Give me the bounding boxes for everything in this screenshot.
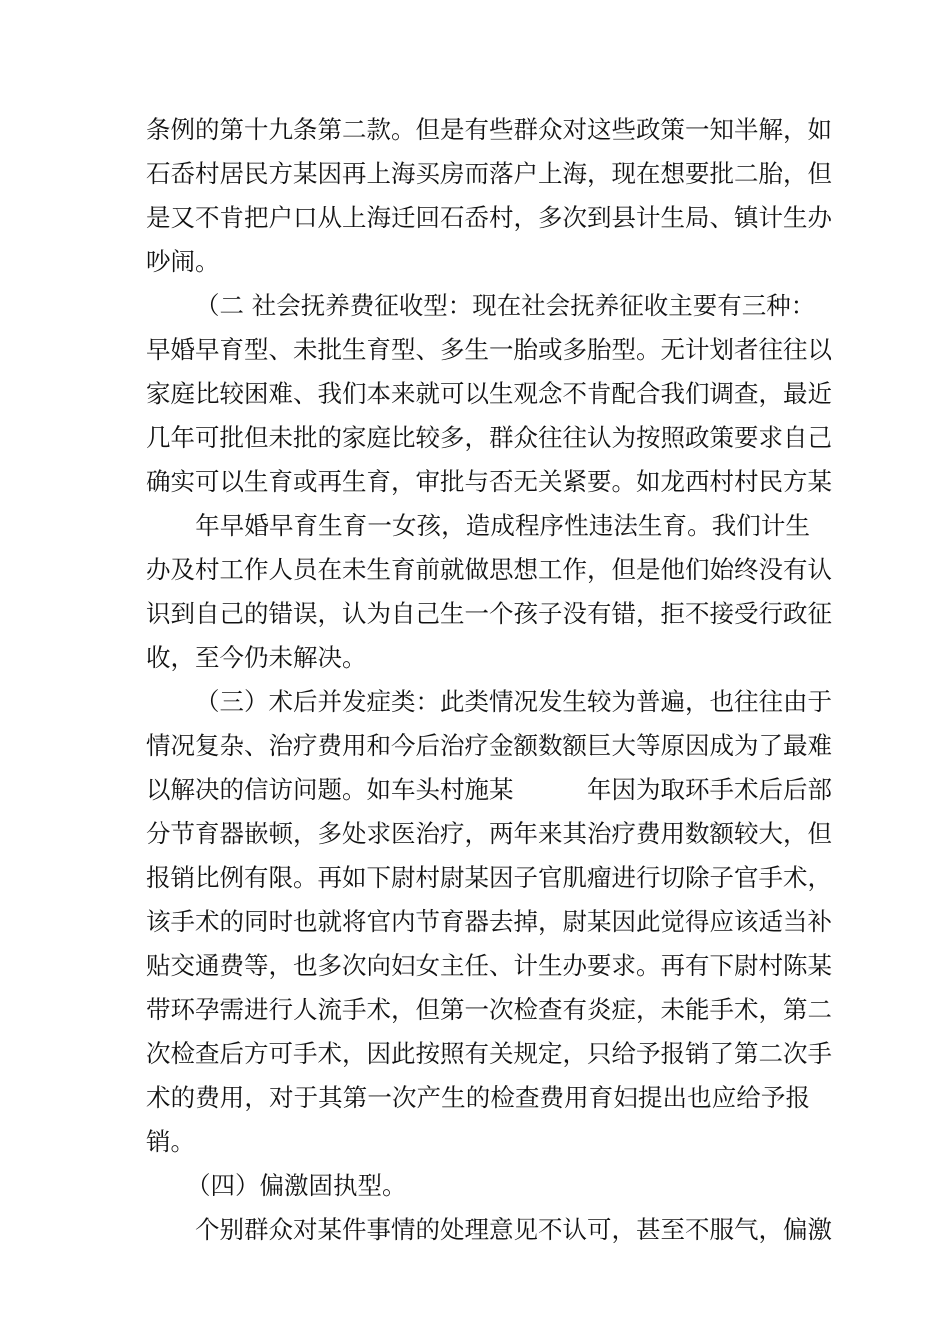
text-line: 年早婚早育生育一女孩，造成程序性违法生育。我们计生 xyxy=(146,511,810,540)
text-line: 该手术的同时也就将官内节育器去掉，尉某因此觉得应该适当补 xyxy=(146,907,832,936)
text-line: 几年可批但未批的家庭比较多，群众往往认为按照政策要求自己 xyxy=(146,423,832,452)
text-line: 个别群众对某件事情的处理意见不认可，甚至不服气，偏激 xyxy=(195,1215,832,1244)
text-line: 贴交通费等，也多次向妇女主任、计生办要求。再有下尉村陈某 xyxy=(146,951,832,980)
text-line: 分节育器嵌顿，多处求医治疗，两年来其治疗费用数额较大，但 xyxy=(146,819,832,848)
text-line: 是又不肯把户口从上海迁回石岙村，多次到县计生局、镇计生办 xyxy=(146,203,832,232)
section-heading-line: （四）偏激固执型。 xyxy=(186,1171,407,1200)
text-line: 以解决的信访问题。如车头村施某 年因为取环手术后后部 xyxy=(146,775,832,804)
paragraph-policy-misunderstanding xyxy=(146,108,832,284)
document-body xyxy=(146,108,832,1252)
paragraph-postoperative-complications xyxy=(146,680,832,1164)
section-heading-line: （二 社会抚养费征收型：现在社会抚养征收主要有三种： xyxy=(195,291,816,320)
text-line: 次检查后方可手术，因此按照有关规定，只给予报销了第二次手 xyxy=(146,1039,832,1068)
text-line: 早婚早育型、未批生育型、多生一胎或多胎型。无计划者往往以 xyxy=(146,335,832,364)
section-heading-line: （三）术后并发症类：此类情况发生较为普遍，也往往由于 xyxy=(195,687,832,716)
text-line: 带环孕需进行人流手术，但第一次检查有炎症，未能手术，第二 xyxy=(146,995,832,1024)
text-line: 收，至今仍未解决。 xyxy=(146,643,367,672)
paragraph-extreme-stubborn-heading xyxy=(146,1164,810,1208)
text-line: 吵闹。 xyxy=(146,247,220,276)
text-line: 报销比例有限。再如下尉村尉某因子官肌瘤进行切除子官手术， xyxy=(146,863,832,892)
text-line: 家庭比较困难、我们本来就可以生观念不肯配合我们调查，最近 xyxy=(146,379,832,408)
text-line: 石岙村居民方某因再上海买房而落户上海，现在想要批二胎，但 xyxy=(146,159,832,188)
text-line: 识到自己的错误，认为自己生一个孩子没有错，拒不接受行政征 xyxy=(146,599,832,628)
text-line: 情况复杂、治疗费用和今后治疗金额数额巨大等原因成为了最难 xyxy=(146,731,832,760)
text-line: 办及村工作人员在未生育前就做思想工作，但是他们始终没有认 xyxy=(146,555,832,584)
text-line: 确实可以生育或再生育，审批与否无关紧要。如龙西村村民方某 xyxy=(146,467,832,496)
text-line: 销。 xyxy=(146,1127,195,1156)
text-line: 术的费用，对于其第一次产生的检查费用育妇提出也应给予报 xyxy=(146,1083,810,1112)
paragraph-social-support-fee xyxy=(146,284,832,680)
text-line: 条例的第十九条第二款。但是有些群众对这些政策一知半解，如 xyxy=(146,115,832,144)
paragraph-extreme-stubborn-body xyxy=(146,1208,832,1252)
